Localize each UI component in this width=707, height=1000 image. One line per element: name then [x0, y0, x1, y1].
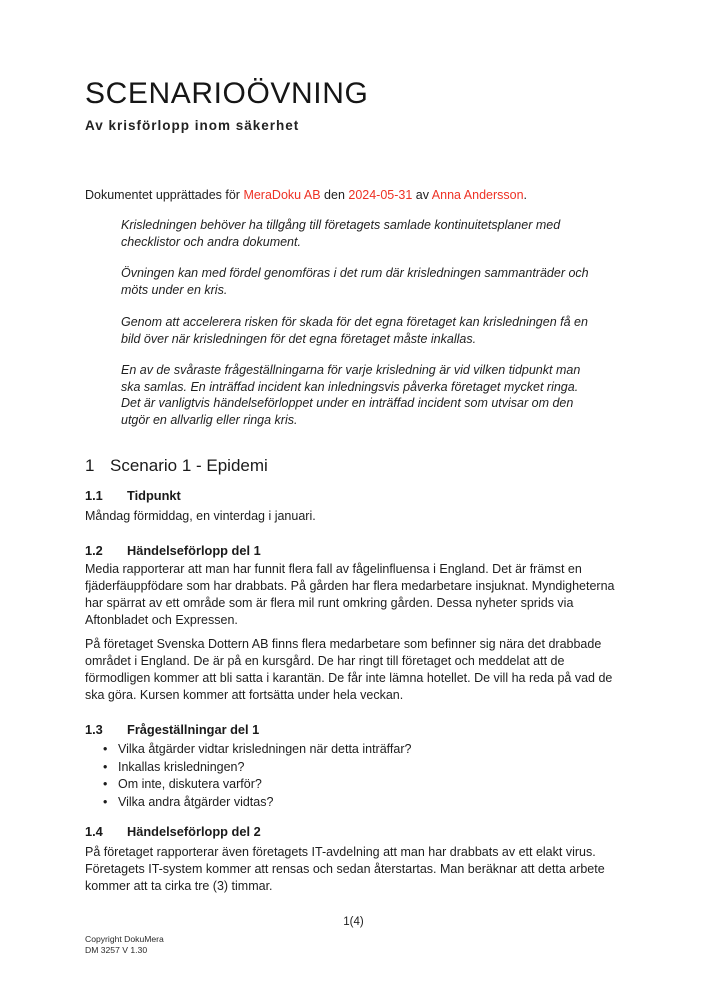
intro-period: .	[523, 188, 528, 202]
bullet-item: • Om inte, diskutera varför?	[85, 776, 622, 794]
heading-tidpunkt	[85, 487, 622, 504]
heading-label: Händelseförlopp del 2	[127, 824, 261, 839]
intro-line	[85, 187, 622, 204]
heading-number: 1.2	[85, 543, 103, 558]
guidance-paragraph: Krisledningen behöver ha tillgång till företagets samlade kontinuitetsplaner med checklistor och andra dokument.	[121, 218, 561, 249]
heading-number: 1.1	[85, 488, 103, 503]
copyright-block	[85, 934, 164, 956]
page-title: SCENARIOÖVNING	[85, 77, 369, 110]
heading-label: Frågeställningar del 1	[127, 722, 260, 737]
heading-label: Tidpunkt	[127, 488, 181, 503]
heading-label: Händelseförlopp del 1	[127, 543, 261, 558]
intro-company-name: MeraDoku AB	[243, 188, 321, 202]
intro-date: 2024-05-31	[348, 188, 413, 202]
intro-author: Anna Andersson	[431, 188, 524, 202]
bullet-item: • Vilka åtgärder vidtar krisledningen när detta inträffar?	[85, 741, 622, 759]
body-paragraph: Måndag förmiddag, en vinterdag i januari.	[85, 509, 316, 523]
heading-fragestallningar-del-1	[85, 721, 622, 738]
body-paragraph: På företaget Svenska Dottern AB finns flera medarbetare som befinner sig nära det drabbade området i England. De är på en kursgård. De har ringt till företaget och meddelat att de förmodligen kommer att bli satta i karantän. De får inte lämna hotellet. De vill ha reda på vad de ska göra. Kursen kommer att fortsätta under hela veckan.	[85, 637, 613, 702]
heading-label: Scenario 1 - Epidemi	[110, 456, 268, 475]
bullet-item: • Vilka andra åtgärder vidtas?	[85, 794, 622, 812]
document-content	[0, 78, 707, 895]
heading-number: 1	[85, 456, 95, 475]
copyright-line: Copyright DokuMera	[85, 934, 164, 944]
heading-scenario-1	[85, 455, 622, 477]
guidance-paragraph: En av de svåraste frågeställningarna för varje krisledning är vid vilken tidpunkt man ska samlas. En inträffad incident kan inledningsvis påverka företaget mycket ringa. Det är vanligtvis händelseförloppet under en inträffad incident som utvisar om den utgör en allvarlig eller ringa kris.	[121, 363, 581, 427]
heading-handelseforlopp-del-2	[85, 823, 622, 840]
heading-handelseforlopp-del-1	[85, 542, 622, 559]
guidance-paragraph: Genom att accelerera risken för skada för det egna företaget kan krisledningen få en bild över när krisledningen för det egna företaget måste inkallas.	[121, 315, 588, 346]
page-subtitle: Av krisförlopp inom säkerhet	[85, 118, 300, 133]
intro-separator-den: den	[320, 188, 349, 202]
heading-number: 1.4	[85, 824, 103, 839]
page-number: 1(4)	[343, 916, 364, 928]
guidance-paragraph: Övningen kan med fördel genomföras i det rum där krisledningen sammanträder och möts under en kris.	[121, 266, 589, 297]
document-id-line: DM 3257 V 1.30	[85, 945, 148, 955]
heading-number: 1.3	[85, 722, 103, 737]
question-list	[85, 741, 622, 811]
bullet-item: • Inkallas krisledningen?	[85, 759, 622, 777]
intro-separator-av: av	[412, 188, 432, 202]
body-paragraph: På företaget rapporterar även företagets IT-avdelning att man har drabbats av ett elakt virus. Företagets IT-system kommer att rensas och sedan återstartas. Man beräknar att detta arbete kommer att ta cirka tre (3) timmar.	[85, 845, 605, 893]
intro-prefix: Dokumentet upprättades för	[85, 188, 244, 202]
body-paragraph: Media rapporterar att man har funnit flera fall av fågelinfluensa i England. Det är främst en fjäderfäuppfödare som har drabbats. På gården har flera medarbetare insjuknat. Myndigheterna har spärrat av ett område som är flera mil runt omkring gården. Dessa nyheter sprids via Aftonbladet och Expressen.	[85, 562, 615, 627]
